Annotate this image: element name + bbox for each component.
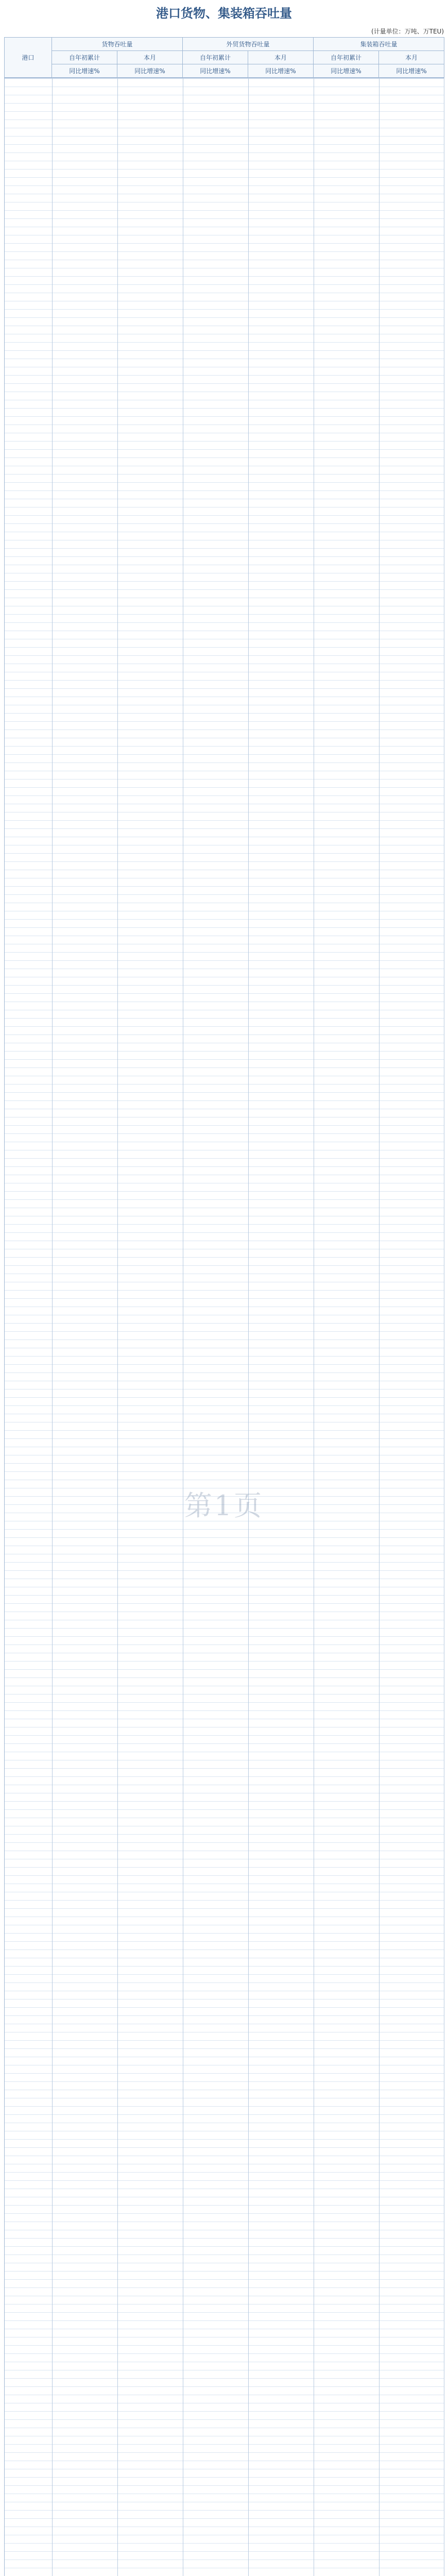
table-header xyxy=(5,38,444,78)
header-foreign-cumulative: 自年初累计 xyxy=(183,51,248,64)
statistics-table xyxy=(4,37,444,2576)
column-divider xyxy=(117,78,118,2576)
header-foreign-month: 本月 xyxy=(248,51,314,64)
column-divider xyxy=(248,78,249,2576)
header-cargo-month-yoy: 同比增速% xyxy=(117,64,183,78)
page-title: 港口货物、集装箱吞吐量 xyxy=(156,6,292,21)
header-foreign-cumulative-yoy: 同比增速% xyxy=(183,64,248,78)
header-foreign-group: 外贸货物吞吐量 xyxy=(183,38,314,51)
column-divider xyxy=(52,78,53,2576)
header-port: 港口 xyxy=(5,38,52,78)
header-cargo-cumulative-yoy: 同比增速% xyxy=(52,64,117,78)
header-foreign-month-yoy: 同比增速% xyxy=(248,64,314,78)
header-container-cumulative-yoy: 同比增速% xyxy=(314,64,379,78)
header-container-cumulative: 自年初累计 xyxy=(314,51,379,64)
column-divider xyxy=(379,78,380,2576)
unit-note: (计量单位：万吨、万TEU) xyxy=(371,28,444,35)
header-container-group: 集装箱吞吐量 xyxy=(314,38,444,51)
header-cargo-month: 本月 xyxy=(117,51,183,64)
header-cargo-cumulative: 自年初累计 xyxy=(52,51,117,64)
page-watermark: 第1页 xyxy=(184,1489,264,1522)
header-container-month: 本月 xyxy=(379,51,444,64)
header-container-month-yoy: 同比增速% xyxy=(379,64,444,78)
header-cargo-group: 货物吞吐量 xyxy=(52,38,183,51)
